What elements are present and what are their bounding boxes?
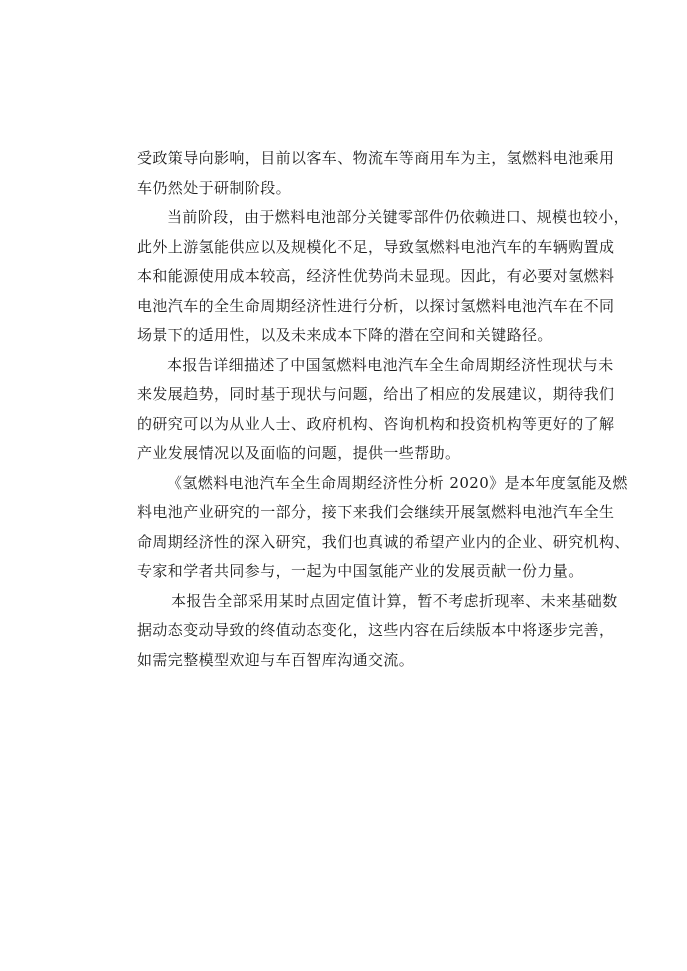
paragraph-line: 的研究可以为从业人士、政府机构、咨询机构和投资机构等更好的了解 <box>137 414 615 433</box>
paragraph-line: 据动态变动导致的终值动态变化，这些内容在后续版本中将逐步完善， <box>137 621 615 639</box>
paragraph-line: 当前阶段，由于燃料电池部分关键零部件仍依赖进口、规模也较小， <box>167 208 630 226</box>
paragraph-line: 车仍然处于研制阶段。 <box>137 178 292 197</box>
paragraph-line: 如需完整模型欢迎与车百智库沟通交流。 <box>137 650 415 669</box>
paragraph-line: 料电池产业研究的一部分，接下来我们会继续开展氢燃料电池汽车全生 <box>137 503 615 521</box>
paragraph-line: 《氢燃料电池汽车全生命周期经济性分析 2020》是本年度氢能及燃 <box>167 473 628 492</box>
paragraph-line: 此外上游氢能供应以及规模化不足，导致氢燃料电池汽车的车辆购置成 <box>137 237 615 256</box>
paragraph-line: 专家和学者共同参与，一起为中国氢能产业的发展贡献一份力量。 <box>137 562 584 580</box>
body-text <box>137 144 630 675</box>
paragraph-line: 产业发展情况以及面临的问题，提供一些帮助。 <box>137 444 461 462</box>
paragraph-line: 本和能源使用成本较高，经济性优势尚未显现。因此，有必要对氢燃料 <box>137 267 615 285</box>
paragraph-line: 电池汽车的全生命周期经济性进行分析，以探讨氢燃料电池汽车在不同 <box>137 296 615 315</box>
paragraph-line: 本报告详细描述了中国氢燃料电池汽车全生命周期经济性现状与未 <box>167 355 614 374</box>
paragraph-line: 命周期经济性的深入研究，我们也真诚的希望产业内的企业、研究机构、 <box>137 532 630 551</box>
paragraph-line: 受政策导向影响，目前以客车、物流车等商用车为主，氢燃料电池乘用 <box>137 149 615 167</box>
paragraph-line: 来发展趋势，同时基于现状与问题，给出了相应的发展建议，期待我们 <box>137 385 615 403</box>
paragraph-line: 场景下的适用性，以及未来成本下降的潜在空间和关键路径。 <box>137 326 553 344</box>
paragraph-line: 本报告全部采用某时点固定值计算，暂不考虑折现率、未来基础数 <box>171 591 618 610</box>
